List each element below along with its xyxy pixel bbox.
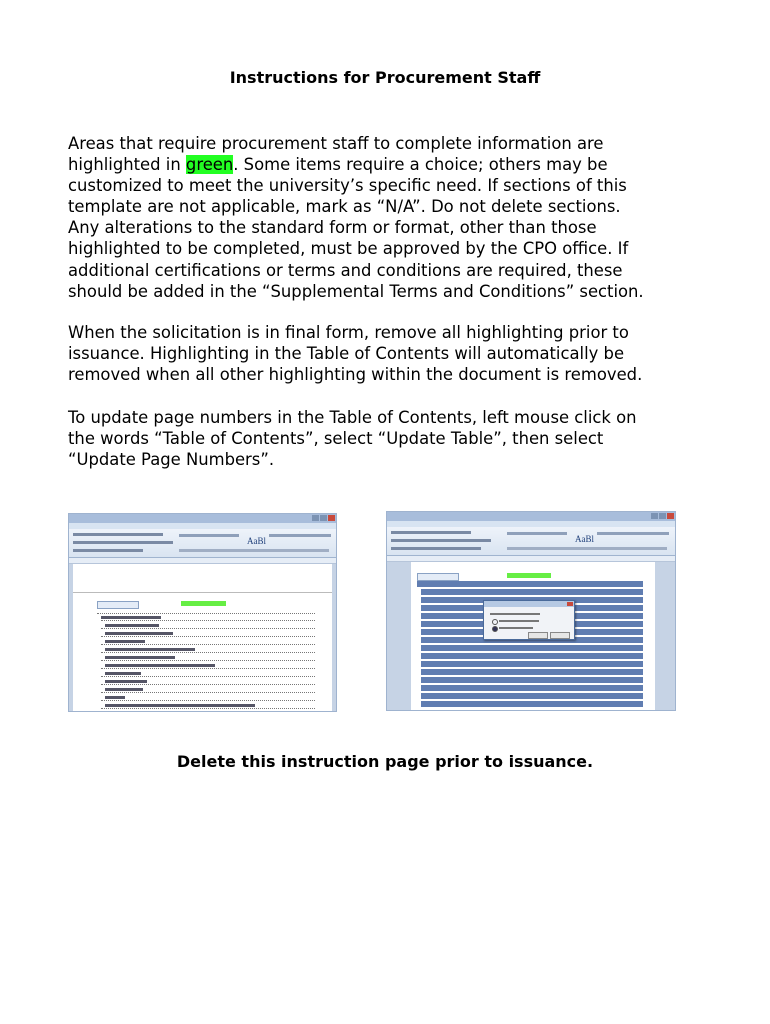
close-icon bbox=[328, 515, 335, 521]
text-line: issuance. Highlighting in the Table of Contents will automatically be bbox=[68, 344, 625, 364]
maximize-icon bbox=[320, 515, 327, 521]
text-line: highlighted to be completed, must be approved by the CPO office. If bbox=[68, 239, 629, 259]
minimize-icon bbox=[651, 513, 658, 519]
close-icon bbox=[667, 513, 674, 519]
text-line: To update page numbers in the Table of Contents, left mouse click on bbox=[68, 408, 637, 427]
ok-button bbox=[528, 632, 548, 639]
text-line: “Update Page Numbers”. bbox=[68, 450, 275, 470]
highlighted-field bbox=[507, 573, 551, 578]
table-of-contents-button bbox=[417, 573, 459, 581]
text-line: the words “Table of Contents”, select “Update Table”, then select bbox=[68, 429, 604, 449]
text-line: removed when all other highlighting within the document is removed. bbox=[68, 365, 643, 385]
update-toc-dialog bbox=[483, 600, 575, 640]
text-line: Any alterations to the standard form or format, other than those bbox=[68, 218, 597, 238]
paragraph-final-form bbox=[68, 322, 708, 385]
text-line: When the solicitation is in final form, remove all highlighting prior to bbox=[68, 323, 629, 342]
page-title: Instructions for Procurement Staff bbox=[229, 68, 541, 87]
text-line: template are not applicable, mark as “N/A”. Do not delete sections. bbox=[68, 197, 621, 217]
document-page bbox=[73, 564, 332, 711]
table-of-contents-button bbox=[97, 601, 139, 609]
text-line: Areas that require procurement staff to complete information are bbox=[68, 134, 604, 153]
highlighted-field bbox=[181, 601, 226, 606]
text-fragment: highlighted in bbox=[68, 155, 186, 175]
paragraph-highlighting-instructions bbox=[68, 133, 708, 302]
style-preview: AaBl bbox=[575, 534, 594, 544]
text-line: should be added in the “Supplemental Terms and Conditions” section. bbox=[68, 281, 644, 301]
text-line: additional certifications or terms and conditions are required, these bbox=[68, 260, 623, 280]
window-titlebar bbox=[387, 512, 675, 521]
text-fragment: . Some items require a choice; others may be bbox=[233, 155, 608, 175]
delete-instruction-note: Delete this instruction page prior to issuance. bbox=[176, 752, 594, 771]
maximize-icon bbox=[659, 513, 666, 519]
ribbon-toolbar bbox=[69, 529, 336, 558]
text-line: customized to meet the university’s specific need. If sections of this bbox=[68, 176, 627, 196]
style-preview: AaBl bbox=[247, 536, 266, 546]
screenshot-update-toc-dialog bbox=[386, 511, 676, 711]
text-line bbox=[68, 154, 708, 175]
document-page bbox=[411, 562, 655, 710]
paragraph-update-page-numbers bbox=[68, 407, 708, 470]
screenshot-toc-word-document bbox=[68, 513, 337, 712]
minimize-icon bbox=[312, 515, 319, 521]
close-icon bbox=[567, 602, 573, 606]
window-titlebar bbox=[69, 514, 336, 523]
cancel-button bbox=[550, 632, 570, 639]
ribbon-toolbar bbox=[387, 527, 675, 556]
green-highlight-word: green bbox=[185, 155, 234, 175]
